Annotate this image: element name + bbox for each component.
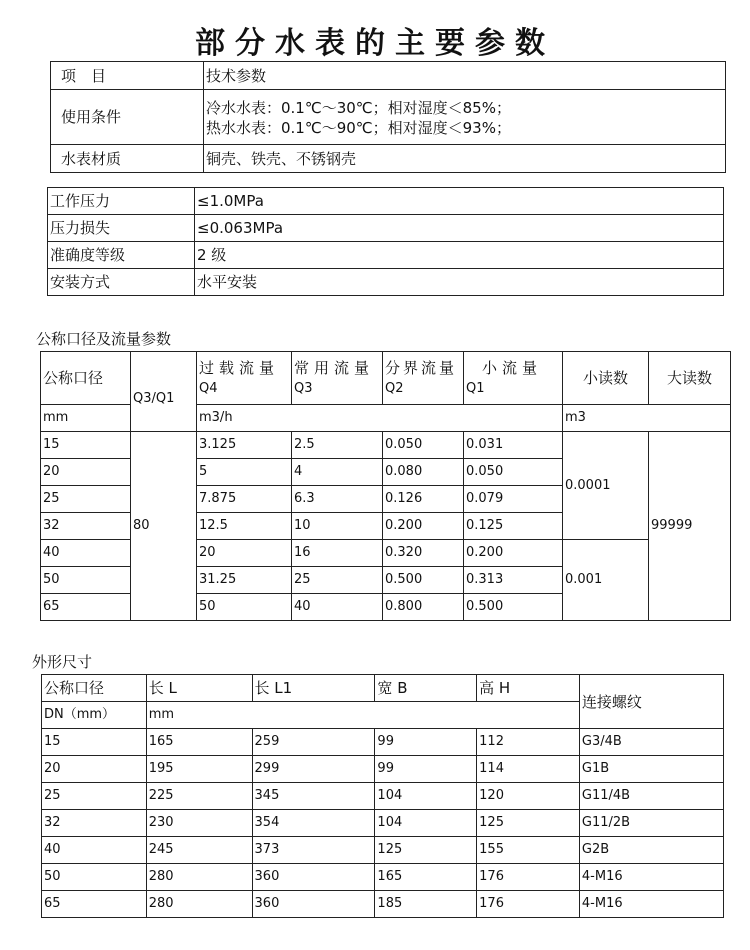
q2-cell: 0.050 [383, 432, 464, 459]
q4-code: Q4 [199, 381, 218, 397]
dn-cell: 15 [41, 432, 131, 459]
l-cell: 245 [146, 837, 252, 864]
table-row [42, 891, 724, 918]
thread-cell: G2B [579, 837, 723, 864]
q2-header [383, 352, 464, 405]
dn-cell: 20 [42, 756, 147, 783]
table-header-row [41, 352, 731, 405]
q3-header [292, 352, 383, 405]
spec-value: ≤0.063MPa [195, 215, 724, 242]
value-header: 技术参数 [204, 62, 726, 90]
ratio-header: Q3/Q1 [131, 352, 197, 432]
dn-cell: 32 [42, 810, 147, 837]
h-header: 高 H [477, 675, 580, 702]
l-cell: 230 [146, 810, 252, 837]
dn-header: 公称口径 [42, 675, 147, 702]
q3-label: 常用流量 [294, 359, 375, 378]
conditions-value [204, 90, 726, 145]
table-row [42, 783, 724, 810]
item-header: 项 目 [51, 62, 204, 90]
q3-cell: 40 [292, 594, 383, 621]
l1-header: 长 L1 [252, 675, 375, 702]
q3-cell: 2.5 [292, 432, 383, 459]
conditions-label: 使用条件 [51, 90, 204, 145]
spec-label: 压力损失 [48, 215, 195, 242]
table-row [48, 215, 724, 242]
flow-table [40, 351, 731, 621]
q1-header [464, 352, 563, 405]
h-cell: 176 [477, 864, 580, 891]
max-reading-value: 99999 [649, 432, 731, 621]
q4-cell: 12.5 [197, 513, 292, 540]
l1-cell: 345 [252, 783, 375, 810]
q2-cell: 0.500 [383, 567, 464, 594]
l1-cell: 259 [252, 729, 375, 756]
q4-cell: 31.25 [197, 567, 292, 594]
reading-unit: m3 [563, 405, 731, 432]
dn-cell: 40 [42, 837, 147, 864]
q4-cell: 7.875 [197, 486, 292, 513]
l-header: 长 L [146, 675, 252, 702]
table-header-row [42, 675, 724, 702]
general-params-table [50, 61, 726, 173]
table-row [41, 432, 731, 459]
q1-label: 小流量 [482, 359, 543, 378]
thread-cell: G3/4B [579, 729, 723, 756]
q4-header [197, 352, 292, 405]
q1-cell: 0.125 [464, 513, 563, 540]
q1-code: Q1 [466, 381, 485, 397]
h-cell: 112 [477, 729, 580, 756]
l1-cell: 373 [252, 837, 375, 864]
q3-cell: 16 [292, 540, 383, 567]
l1-cell: 299 [252, 756, 375, 783]
l1-cell: 354 [252, 810, 375, 837]
min-reading-header: 小读数 [563, 352, 649, 405]
thread-cell: G11/4B [579, 783, 723, 810]
thread-cell: G1B [579, 756, 723, 783]
dn-cell: 50 [42, 864, 147, 891]
dn-cell: 65 [41, 594, 131, 621]
b-cell: 99 [375, 756, 477, 783]
cold-water-condition: 冷水水表：0.1℃～30℃；相对湿度＜85%； [206, 99, 511, 117]
q3-cell: 25 [292, 567, 383, 594]
material-label: 水表材质 [51, 145, 204, 173]
q4-label: 过载流量 [199, 359, 280, 378]
dn-header: 公称口径 [41, 352, 131, 405]
h-cell: 155 [477, 837, 580, 864]
dn-cell: 65 [42, 891, 147, 918]
q1-cell: 0.500 [464, 594, 563, 621]
table-row [48, 242, 724, 269]
q1-cell: 0.313 [464, 567, 563, 594]
flow-section-title: 公称口径及流量参数 [36, 330, 172, 348]
h-cell: 120 [477, 783, 580, 810]
dn-cell: 40 [41, 540, 131, 567]
spec-value: 水平安装 [195, 269, 724, 296]
b-cell: 185 [375, 891, 477, 918]
table-row [51, 145, 726, 173]
l-cell: 165 [146, 729, 252, 756]
b-header: 宽 B [375, 675, 477, 702]
q2-label: 分界流量 [385, 359, 458, 378]
b-cell: 165 [375, 864, 477, 891]
table-row [48, 188, 724, 215]
q1-cell: 0.079 [464, 486, 563, 513]
thread-header: 连接螺纹 [579, 675, 723, 729]
table-row [42, 837, 724, 864]
b-cell: 99 [375, 729, 477, 756]
thread-cell: 4-M16 [579, 891, 723, 918]
dn-cell: 50 [41, 567, 131, 594]
h-cell: 176 [477, 891, 580, 918]
q3-code: Q3 [294, 381, 313, 397]
q3-cell: 6.3 [292, 486, 383, 513]
spec-label: 安装方式 [48, 269, 195, 296]
dn-cell: 20 [41, 459, 131, 486]
table-row [42, 756, 724, 783]
flow-unit: m3/h [197, 405, 563, 432]
l-cell: 280 [146, 891, 252, 918]
b-cell: 104 [375, 783, 477, 810]
h-cell: 125 [477, 810, 580, 837]
ratio-value: 80 [131, 432, 197, 621]
page-title: 部分水表的主要参数 [195, 26, 555, 61]
l-cell: 280 [146, 864, 252, 891]
table-row [48, 269, 724, 296]
spec-value: 2 级 [195, 242, 724, 269]
spec-label: 准确度等级 [48, 242, 195, 269]
dn-cell: 15 [42, 729, 147, 756]
dn-cell: 32 [41, 513, 131, 540]
spec-table [47, 187, 724, 296]
q1-cell: 0.200 [464, 540, 563, 567]
max-reading-header: 大读数 [649, 352, 731, 405]
dn-cell: 25 [42, 783, 147, 810]
thread-cell: 4-M16 [579, 864, 723, 891]
table-row [42, 864, 724, 891]
dn-cell: 25 [41, 486, 131, 513]
min-reading-value: 0.001 [563, 540, 649, 621]
hot-water-condition: 热水水表：0.1℃～90℃；相对湿度＜93%； [206, 119, 511, 137]
q1-cell: 0.031 [464, 432, 563, 459]
q4-cell: 3.125 [197, 432, 292, 459]
h-cell: 114 [477, 756, 580, 783]
b-cell: 125 [375, 837, 477, 864]
spec-label: 工作压力 [48, 188, 195, 215]
l-cell: 225 [146, 783, 252, 810]
dimension-table [41, 674, 724, 918]
q4-cell: 50 [197, 594, 292, 621]
q4-cell: 5 [197, 459, 292, 486]
material-value: 铜壳、铁壳、不锈钢壳 [204, 145, 726, 173]
dimension-section-title: 外形尺寸 [32, 653, 93, 671]
spec-value: ≤1.0MPa [195, 188, 724, 215]
dn-unit: mm [41, 405, 131, 432]
b-cell: 104 [375, 810, 477, 837]
table-row [51, 90, 726, 145]
q2-code: Q2 [385, 381, 404, 397]
q1-cell: 0.050 [464, 459, 563, 486]
l1-cell: 360 [252, 864, 375, 891]
l1-cell: 360 [252, 891, 375, 918]
q2-cell: 0.800 [383, 594, 464, 621]
thread-cell: G11/2B [579, 810, 723, 837]
min-reading-value: 0.0001 [563, 432, 649, 540]
table-row [42, 729, 724, 756]
dimension-unit: mm [146, 702, 579, 729]
table-row [42, 810, 724, 837]
q2-cell: 0.200 [383, 513, 464, 540]
q3-cell: 4 [292, 459, 383, 486]
q2-cell: 0.320 [383, 540, 464, 567]
l-cell: 195 [146, 756, 252, 783]
q2-cell: 0.126 [383, 486, 464, 513]
q3-cell: 10 [292, 513, 383, 540]
q2-cell: 0.080 [383, 459, 464, 486]
dn-unit: DN（mm） [42, 702, 147, 729]
q4-cell: 20 [197, 540, 292, 567]
table-header-row [51, 62, 726, 90]
